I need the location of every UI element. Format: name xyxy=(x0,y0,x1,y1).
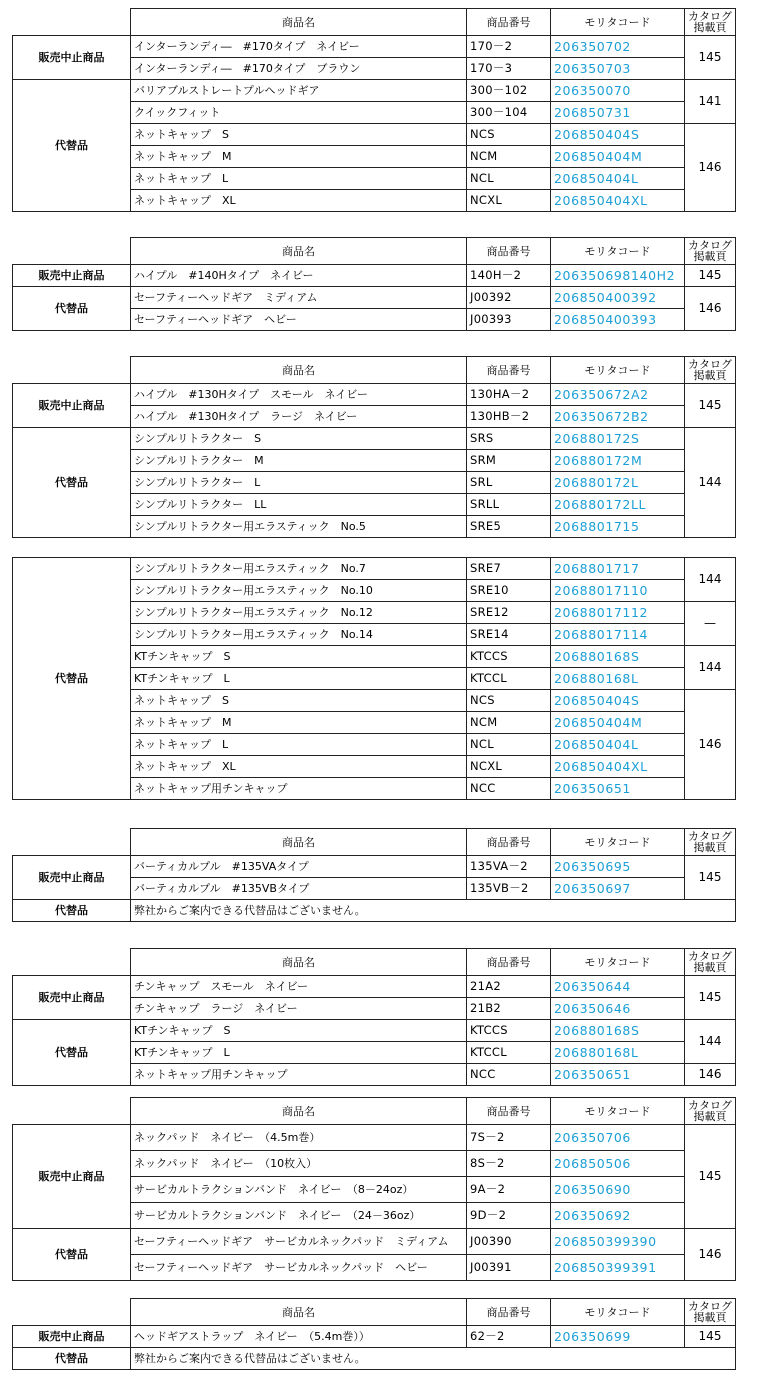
morita-code-link[interactable]: 206850404XL xyxy=(551,756,685,778)
product-number: 135VB－2 xyxy=(467,878,551,900)
product-number: SRL xyxy=(467,472,551,494)
product-table-4 xyxy=(12,557,736,800)
product-name: ネックパッド ネイビー （4.5m巻） xyxy=(131,1125,467,1151)
product-name: ネットキャップ S xyxy=(131,690,467,712)
header-code: モリタコード xyxy=(551,1299,685,1326)
category-replacement: 代替品 xyxy=(13,428,131,538)
category-discontinued: 販売中止商品 xyxy=(13,1326,131,1348)
catalog-page: 145 xyxy=(685,1125,736,1229)
header-number: 商品番号 xyxy=(467,9,551,36)
header-code: モリタコード xyxy=(551,238,685,265)
header-catalog-page: カタログ 掲載頁 xyxy=(685,949,736,976)
category-discontinued: 販売中止商品 xyxy=(13,384,131,428)
category-replacement: 代替品 xyxy=(13,1020,131,1086)
product-name: KTチンキャップ S xyxy=(131,646,467,668)
product-name: ネットキャップ L xyxy=(131,168,467,190)
product-name: シンプルリトラクター用エラスティック No.12 xyxy=(131,602,467,624)
product-name: セーフティーヘッドギア サービカルネックパッド ミディアム xyxy=(131,1229,467,1255)
product-name: シンプルリトラクター用エラスティック No.7 xyxy=(131,558,467,580)
catalog-page: 144 xyxy=(685,428,736,538)
morita-code-link[interactable]: 206350651 xyxy=(551,1064,685,1086)
product-number: 7S－2 xyxy=(467,1125,551,1151)
category-replacement: 代替品 xyxy=(13,900,131,922)
product-name: シンプルリトラクター用エラスティック No.14 xyxy=(131,624,467,646)
header-number: 商品番号 xyxy=(467,949,551,976)
morita-code-link[interactable]: 206350644 xyxy=(551,976,685,998)
product-name: KTチンキャップ L xyxy=(131,668,467,690)
morita-code-link[interactable]: 206350695 xyxy=(551,856,685,878)
morita-code-link[interactable]: 206850404M xyxy=(551,712,685,734)
header-code: モリタコード xyxy=(551,949,685,976)
header-code: モリタコード xyxy=(551,9,685,36)
header-catalog-page: カタログ 掲載頁 xyxy=(685,1299,736,1326)
catalog-page: 145 xyxy=(685,1326,736,1348)
morita-code-link[interactable]: 2068801717 xyxy=(551,558,685,580)
morita-code-link[interactable]: 206850404S xyxy=(551,124,685,146)
header-code: モリタコード xyxy=(551,357,685,384)
product-name: バーティカルプル #135VBタイプ xyxy=(131,878,467,900)
product-name: ハイプル #130Hタイプ スモール ネイビー xyxy=(131,384,467,406)
catalog-page: 144 xyxy=(685,1020,736,1064)
product-name: セーフティーヘッドギア サービカルネックパッド ヘビー xyxy=(131,1255,467,1281)
morita-code-link[interactable]: 20688017114 xyxy=(551,624,685,646)
morita-code-link[interactable]: 206850404L xyxy=(551,734,685,756)
product-name: サービカルトラクションバンド ネイビー （8－24oz） xyxy=(131,1177,467,1203)
product-name: シンプルリトラクター用エラスティック No.5 xyxy=(131,516,467,538)
morita-code-link[interactable]: 206850404S xyxy=(551,690,685,712)
category-discontinued: 販売中止商品 xyxy=(13,1125,131,1229)
product-number: 21A2 xyxy=(467,976,551,998)
product-number: 300－102 xyxy=(467,80,551,102)
category-replacement: 代替品 xyxy=(13,1229,131,1281)
product-number: NCL xyxy=(467,168,551,190)
product-table-8 xyxy=(12,1298,736,1370)
product-name: チンキャップ スモール ネイビー xyxy=(131,976,467,998)
product-table-7 xyxy=(12,1097,736,1281)
morita-code-link[interactable]: 206880172M xyxy=(551,450,685,472)
product-number: SRE10 xyxy=(467,580,551,602)
product-number: J00391 xyxy=(467,1255,551,1281)
product-name: ネックパッド ネイビー （10枚入） xyxy=(131,1151,467,1177)
morita-code-link[interactable]: 20688017110 xyxy=(551,580,685,602)
category-discontinued: 販売中止商品 xyxy=(13,976,131,1020)
catalog-page: 146 xyxy=(685,1229,736,1281)
morita-code-link[interactable]: 206880172L xyxy=(551,472,685,494)
product-number: NCM xyxy=(467,712,551,734)
catalog-page: — xyxy=(685,602,736,646)
product-name: ネットキャップ M xyxy=(131,146,467,168)
no-replacement-note: 弊社からご案内できる代替品はございません。 xyxy=(131,1348,736,1370)
morita-code-link[interactable]: 2068801715 xyxy=(551,516,685,538)
morita-code-link[interactable]: 206850400393 xyxy=(551,309,685,331)
header-number: 商品番号 xyxy=(467,1098,551,1125)
product-name: チンキャップ ラージ ネイビー xyxy=(131,998,467,1020)
header-name: 商品名 xyxy=(131,238,467,265)
product-number: NCS xyxy=(467,124,551,146)
header-name: 商品名 xyxy=(131,949,467,976)
morita-code-link[interactable]: 206350651 xyxy=(551,778,685,800)
morita-code-link[interactable]: 206350699 xyxy=(551,1326,685,1348)
morita-code-link[interactable]: 206350703 xyxy=(551,58,685,80)
product-name: セーフティーヘッドギア ミディアム xyxy=(131,287,467,309)
product-name: KTチンキャップ L xyxy=(131,1042,467,1064)
product-name: インターランディ― #170タイプ ブラウン xyxy=(131,58,467,80)
catalog-page: 145 xyxy=(685,265,736,287)
morita-code-link[interactable]: 206350697 xyxy=(551,878,685,900)
header-number: 商品番号 xyxy=(467,829,551,856)
product-number: 135VA－2 xyxy=(467,856,551,878)
header-name: 商品名 xyxy=(131,357,467,384)
morita-code-link[interactable]: 206850404M xyxy=(551,146,685,168)
product-number: SRM xyxy=(467,450,551,472)
product-number: J00393 xyxy=(467,309,551,331)
product-number: NCS xyxy=(467,690,551,712)
morita-code-link[interactable]: 206850399390 xyxy=(551,1229,685,1255)
product-name: ハイプル #140Hタイプ ネイビー xyxy=(131,265,467,287)
morita-code-link[interactable]: 206880172S xyxy=(551,428,685,450)
morita-code-link[interactable]: 206880168L xyxy=(551,1042,685,1064)
header-code: モリタコード xyxy=(551,1098,685,1125)
product-table-2 xyxy=(12,237,736,331)
product-name: シンプルリトラクター S xyxy=(131,428,467,450)
morita-code-link[interactable]: 206850404L xyxy=(551,168,685,190)
product-name: インターランディ― #170タイプ ネイビー xyxy=(131,36,467,58)
morita-code-link[interactable]: 206350706 xyxy=(551,1125,685,1151)
product-name: ネットキャップ L xyxy=(131,734,467,756)
product-table-5 xyxy=(12,828,736,922)
catalog-page: 141 xyxy=(685,80,736,124)
product-number: 170－2 xyxy=(467,36,551,58)
product-number: J00392 xyxy=(467,287,551,309)
product-number: KTCCL xyxy=(467,668,551,690)
header-number: 商品番号 xyxy=(467,1299,551,1326)
header-name: 商品名 xyxy=(131,829,467,856)
product-number: NCXL xyxy=(467,190,551,212)
morita-code-link[interactable]: 206350672B2 xyxy=(551,406,685,428)
product-number: J00390 xyxy=(467,1229,551,1255)
category-discontinued: 販売中止商品 xyxy=(13,265,131,287)
product-name: ネットキャップ用チンキャップ xyxy=(131,1064,467,1086)
morita-code-link[interactable]: 206350702 xyxy=(551,36,685,58)
category-discontinued: 販売中止商品 xyxy=(13,856,131,900)
header-catalog-page: カタログ 掲載頁 xyxy=(685,1098,736,1125)
category-replacement: 代替品 xyxy=(13,1348,131,1370)
morita-code-link[interactable]: 206350070 xyxy=(551,80,685,102)
product-number: SRE5 xyxy=(467,516,551,538)
product-number: KTCCL xyxy=(467,1042,551,1064)
header-name: 商品名 xyxy=(131,9,467,36)
product-number: NCXL xyxy=(467,756,551,778)
product-number: NCL xyxy=(467,734,551,756)
morita-code-link[interactable]: 206880168L xyxy=(551,668,685,690)
catalog-page: 145 xyxy=(685,36,736,80)
product-number: NCC xyxy=(467,778,551,800)
product-name: サービカルトラクションバンド ネイビー （24－36oz） xyxy=(131,1203,467,1229)
product-number: 9A－2 xyxy=(467,1177,551,1203)
product-name: バリアブルストレートプルヘッドギア xyxy=(131,80,467,102)
header-catalog-page: カタログ 掲載頁 xyxy=(685,829,736,856)
no-replacement-note: 弊社からご案内できる代替品はございません。 xyxy=(131,900,736,922)
catalog-page: 145 xyxy=(685,976,736,1020)
header-name: 商品名 xyxy=(131,1098,467,1125)
header-name: 商品名 xyxy=(131,1299,467,1326)
product-number: SRE12 xyxy=(467,602,551,624)
product-number: 62－2 xyxy=(467,1326,551,1348)
morita-code-link[interactable]: 206350646 xyxy=(551,998,685,1020)
product-number: 9D－2 xyxy=(467,1203,551,1229)
product-name: シンプルリトラクター LL xyxy=(131,494,467,516)
product-name: クイックフィット xyxy=(131,102,467,124)
product-name: シンプルリトラクター L xyxy=(131,472,467,494)
header-catalog-page: カタログ 掲載頁 xyxy=(685,238,736,265)
product-number: 8S－2 xyxy=(467,1151,551,1177)
product-name: ネットキャップ XL xyxy=(131,190,467,212)
product-table-1 xyxy=(12,8,736,212)
product-number: KTCCS xyxy=(467,1020,551,1042)
morita-code-link[interactable]: 206350690 xyxy=(551,1177,685,1203)
product-name: ネットキャップ S xyxy=(131,124,467,146)
catalog-page: 146 xyxy=(685,690,736,800)
product-number: SRLL xyxy=(467,494,551,516)
product-name: KTチンキャップ S xyxy=(131,1020,467,1042)
product-name: ハイプル #130Hタイプ ラージ ネイビー xyxy=(131,406,467,428)
category-replacement: 代替品 xyxy=(13,287,131,331)
header-catalog-page: カタログ 掲載頁 xyxy=(685,9,736,36)
header-catalog-page: カタログ 掲載頁 xyxy=(685,357,736,384)
product-number: SRS xyxy=(467,428,551,450)
catalog-page: 144 xyxy=(685,646,736,690)
product-number: KTCCS xyxy=(467,646,551,668)
catalog-page: 146 xyxy=(685,287,736,331)
category-replacement: 代替品 xyxy=(13,80,131,212)
product-name: シンプルリトラクター用エラスティック No.10 xyxy=(131,580,467,602)
product-name: ヘッドギアストラップ ネイビー （5.4m巻）） xyxy=(131,1326,467,1348)
product-number: 130HB－2 xyxy=(467,406,551,428)
morita-code-link[interactable]: 206350692 xyxy=(551,1203,685,1229)
header-number: 商品番号 xyxy=(467,357,551,384)
catalog-page: 146 xyxy=(685,124,736,212)
category-replacement: 代替品 xyxy=(13,558,131,800)
product-number: NCC xyxy=(467,1064,551,1086)
product-name: ネットキャップ用チンキャップ xyxy=(131,778,467,800)
catalog-page: 145 xyxy=(685,384,736,428)
morita-code-link[interactable]: 206880172LL xyxy=(551,494,685,516)
morita-code-link[interactable]: 206350698140H2 xyxy=(551,265,685,287)
product-name: ネットキャップ M xyxy=(131,712,467,734)
morita-code-link[interactable]: 206850404XL xyxy=(551,190,685,212)
product-number: 300－104 xyxy=(467,102,551,124)
category-discontinued: 販売中止商品 xyxy=(13,36,131,80)
product-table-6 xyxy=(12,948,736,1086)
product-number: 170－3 xyxy=(467,58,551,80)
morita-code-link[interactable]: 206350672A2 xyxy=(551,384,685,406)
morita-code-link[interactable]: 206850400392 xyxy=(551,287,685,309)
product-number: SRE7 xyxy=(467,558,551,580)
morita-code-link[interactable]: 206850731 xyxy=(551,102,685,124)
header-code: モリタコード xyxy=(551,829,685,856)
morita-code-link[interactable]: 206850506 xyxy=(551,1151,685,1177)
product-name: セーフティーヘッドギア ヘビー xyxy=(131,309,467,331)
product-number: NCM xyxy=(467,146,551,168)
product-number: 140H－2 xyxy=(467,265,551,287)
morita-code-link[interactable]: 206880168S xyxy=(551,646,685,668)
catalog-page: 144 xyxy=(685,558,736,602)
product-name: バーティカルプル #135VAタイプ xyxy=(131,856,467,878)
header-number: 商品番号 xyxy=(467,238,551,265)
morita-code-link[interactable]: 206880168S xyxy=(551,1020,685,1042)
catalog-page: 146 xyxy=(685,1064,736,1086)
product-name: シンプルリトラクター M xyxy=(131,450,467,472)
product-table-3 xyxy=(12,356,736,538)
catalog-page: 145 xyxy=(685,856,736,900)
morita-code-link[interactable]: 20688017112 xyxy=(551,602,685,624)
morita-code-link[interactable]: 206850399391 xyxy=(551,1255,685,1281)
product-name: ネットキャップ XL xyxy=(131,756,467,778)
product-number: 130HA－2 xyxy=(467,384,551,406)
product-number: SRE14 xyxy=(467,624,551,646)
product-number: 21B2 xyxy=(467,998,551,1020)
